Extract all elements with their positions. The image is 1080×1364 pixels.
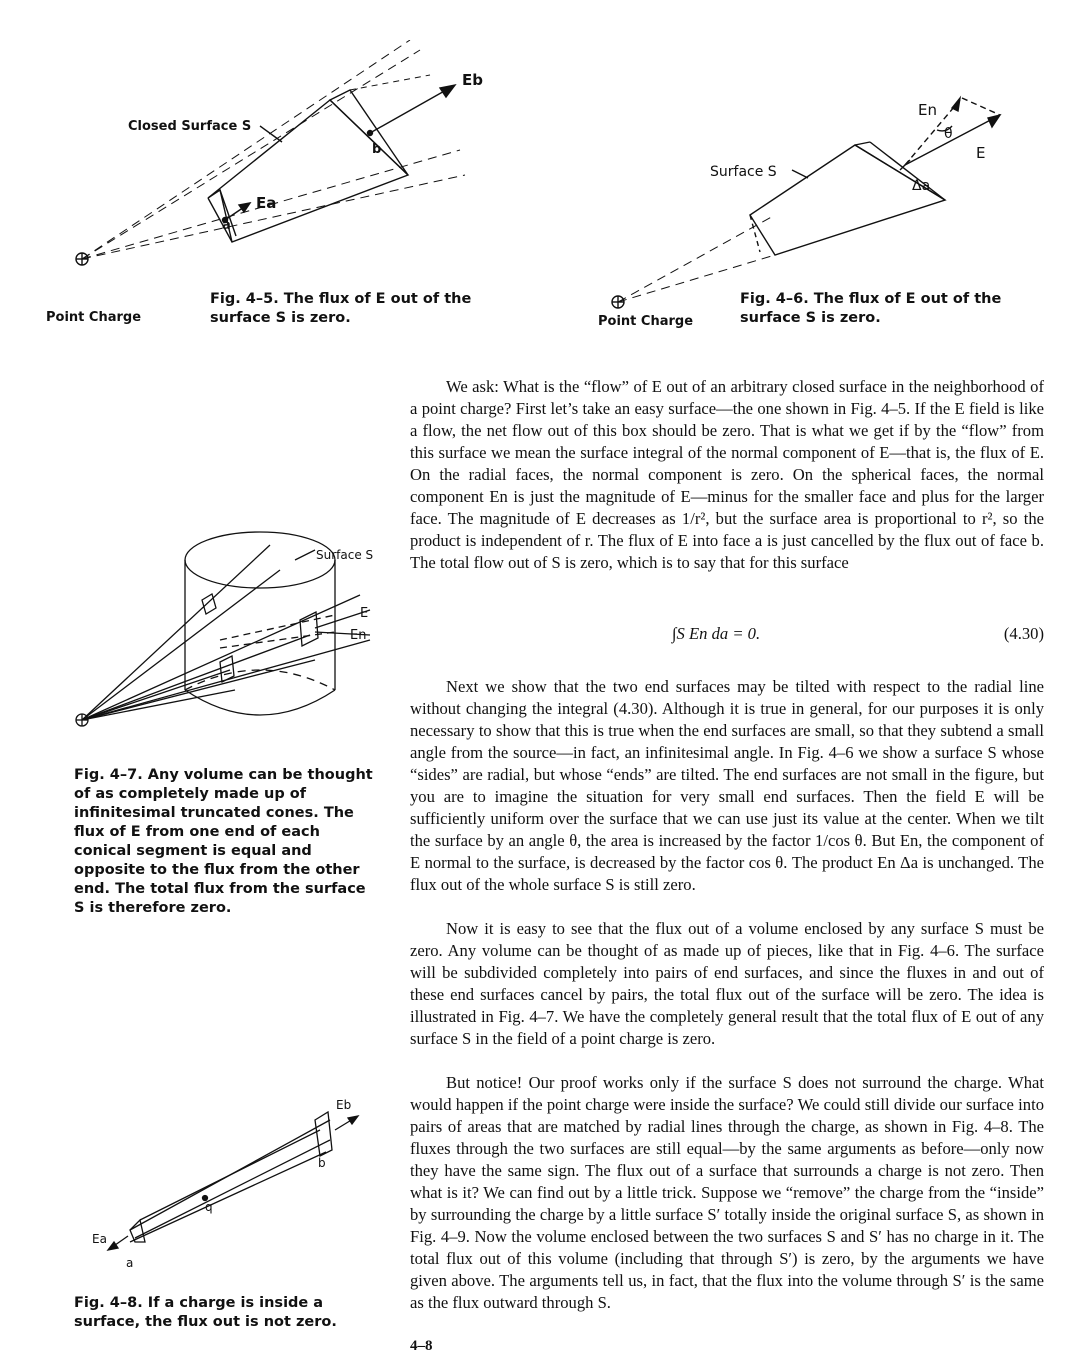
figure-4-5 bbox=[60, 40, 520, 300]
figure-4-6 bbox=[600, 80, 1060, 320]
fig46-en-label: En bbox=[918, 101, 937, 119]
paragraph-4: But notice! Our proof works only if the surface S does not surround the charge. What would happen if the point charge were inside the surface? We could still divide our surface into pairs of areas that are matched by radial lines through the charge, as shown in Fig. 4–8. The fluxes through the two surfaces are still equal—by the same arguments as before—only now they have the same sign. The flux out of a surface that surrounds a charge is not zero. Then what is it? We can find out by a little trick. Suppose we “remove” the charge from the “inside” by surrounding the charge by a little surface S′ totally inside the original surface S, as shown in Fig. 4–9. Now the volume enclosed between the two surfaces S and S′ has no charge in it. The total flux out of this volume (including that through S′) is zero, by the arguments we have given above. The arguments tell us, in fact, that the flux into the volume through S′ is the same as the flux outward through S. bbox=[410, 1073, 1044, 1312]
fig46-caption: Fig. 4–6. The flux of E out of the surface S is zero. bbox=[740, 291, 1002, 326]
fig46-surface-label: Surface S bbox=[710, 164, 777, 180]
paragraph-1: We ask: What is the “flow” of E out of an arbitrary closed surface in the neighborhood of a point charge? First let’s take an easy surface—the one shown in Fig. 4–5. If the E field is like a flow, the net flow out of this box should be zero. That is what we get if by the “flow” from this surface we mean the surface integral of the normal component of E—that is, the flux of E. On the radial faces, the normal component is zero. On the spherical faces, the normal component En is just the magnitude of E—minus for the smaller face and plus for the larger face. The magnitude of E decreases as 1/r², but the surface area is proportional to r², so the product is independent of r. The flux of E into face a is just cancelled by the flux out of face b. The total flow out of S is zero, which is to say that for this surface bbox=[410, 377, 1044, 572]
page-number: 4–8 bbox=[410, 1338, 433, 1354]
fig47-caption: Fig. 4–7. Any volume can be thought of as completely made up of infinitesimal truncated cones. The flux of E from one end of each conical segment is equal and opposite to the flux from the other end. The total flux from the surface S is therefore zero. bbox=[74, 767, 373, 916]
fig48-ea-label: Ea bbox=[92, 1232, 107, 1246]
fig45-a-label: a bbox=[222, 218, 231, 233]
fig45-charge-label: Point Charge bbox=[46, 310, 142, 325]
equation-number: (4.30) bbox=[1003, 624, 1044, 643]
fig46-theta-label: θ bbox=[944, 126, 953, 142]
paragraph-3: Now it is easy to see that the flux out of a volume enclosed by any surface S must be zero. Any volume can be thought of as made up of pieces, like that in Fig. 4–6. The surface will be subdivided completely into pairs of end surfaces, and since the fluxes in and out of these end surfaces cancel by pairs, the total flux out of the surface will be zero. The idea is illustrated in Fig. 4–7. We have the completely general result that the total flux of E out of any surface S in the field of a point charge is zero. bbox=[410, 919, 1044, 1048]
fig46-da-label: Δa bbox=[912, 178, 931, 194]
fig45-eb-label: Eb bbox=[462, 71, 483, 89]
fig48-caption: Fig. 4–8. If a charge is inside a surface, the flux out is not zero. bbox=[74, 1295, 337, 1330]
fig45-surface-label: Closed Surface S bbox=[128, 119, 252, 134]
figure-4-8 bbox=[90, 1090, 380, 1270]
equation-4-30 bbox=[410, 620, 1044, 654]
fig48-eb-label: Eb bbox=[336, 1098, 352, 1112]
paragraph-2: Next we show that the two end surfaces may be tilted with respect to the radial line without changing the integral (4.30). Although it is true in general, for our purposes it is only necessary to show that this is true when the end surfaces are small, so that they subtend a small angle from the source—in fact, an infinitesimal angle. In Fig. 4–6 we show a surface S whose “sides” are radial, but whose “ends” are tilted. The end surfaces are not small in the figure, but you are to imagine the situation for very small end surfaces. Then the field E will be sufficiently uniform over the surface that we can use just its value at the center. When we tilt the surface by an angle θ, the area is increased by the factor 1/cos θ. But En, the component of E normal to the surface, is decreased by the factor cos θ. The product En Δa is unchanged. The flux out of the whole surface S is still zero. bbox=[410, 677, 1044, 894]
fig47-e-label: E bbox=[360, 606, 369, 621]
fig47-en-label: En bbox=[350, 628, 367, 643]
fig47-surface-label: Surface S bbox=[316, 548, 374, 562]
fig45-b-label: b bbox=[372, 142, 382, 157]
fig45-caption: Fig. 4–5. The flux of E out of the surface S is zero. bbox=[210, 291, 472, 326]
fig46-e-label: E bbox=[976, 144, 986, 162]
fig48-a-label: a bbox=[126, 1256, 134, 1270]
fig45-ea-label: Ea bbox=[256, 194, 277, 212]
fig48-q-label: q bbox=[205, 1200, 213, 1214]
fig46-charge-label: Point Charge bbox=[598, 314, 694, 329]
fig48-b-label: b bbox=[318, 1156, 326, 1170]
equation-expression: ∫S En da = 0. bbox=[672, 624, 761, 643]
